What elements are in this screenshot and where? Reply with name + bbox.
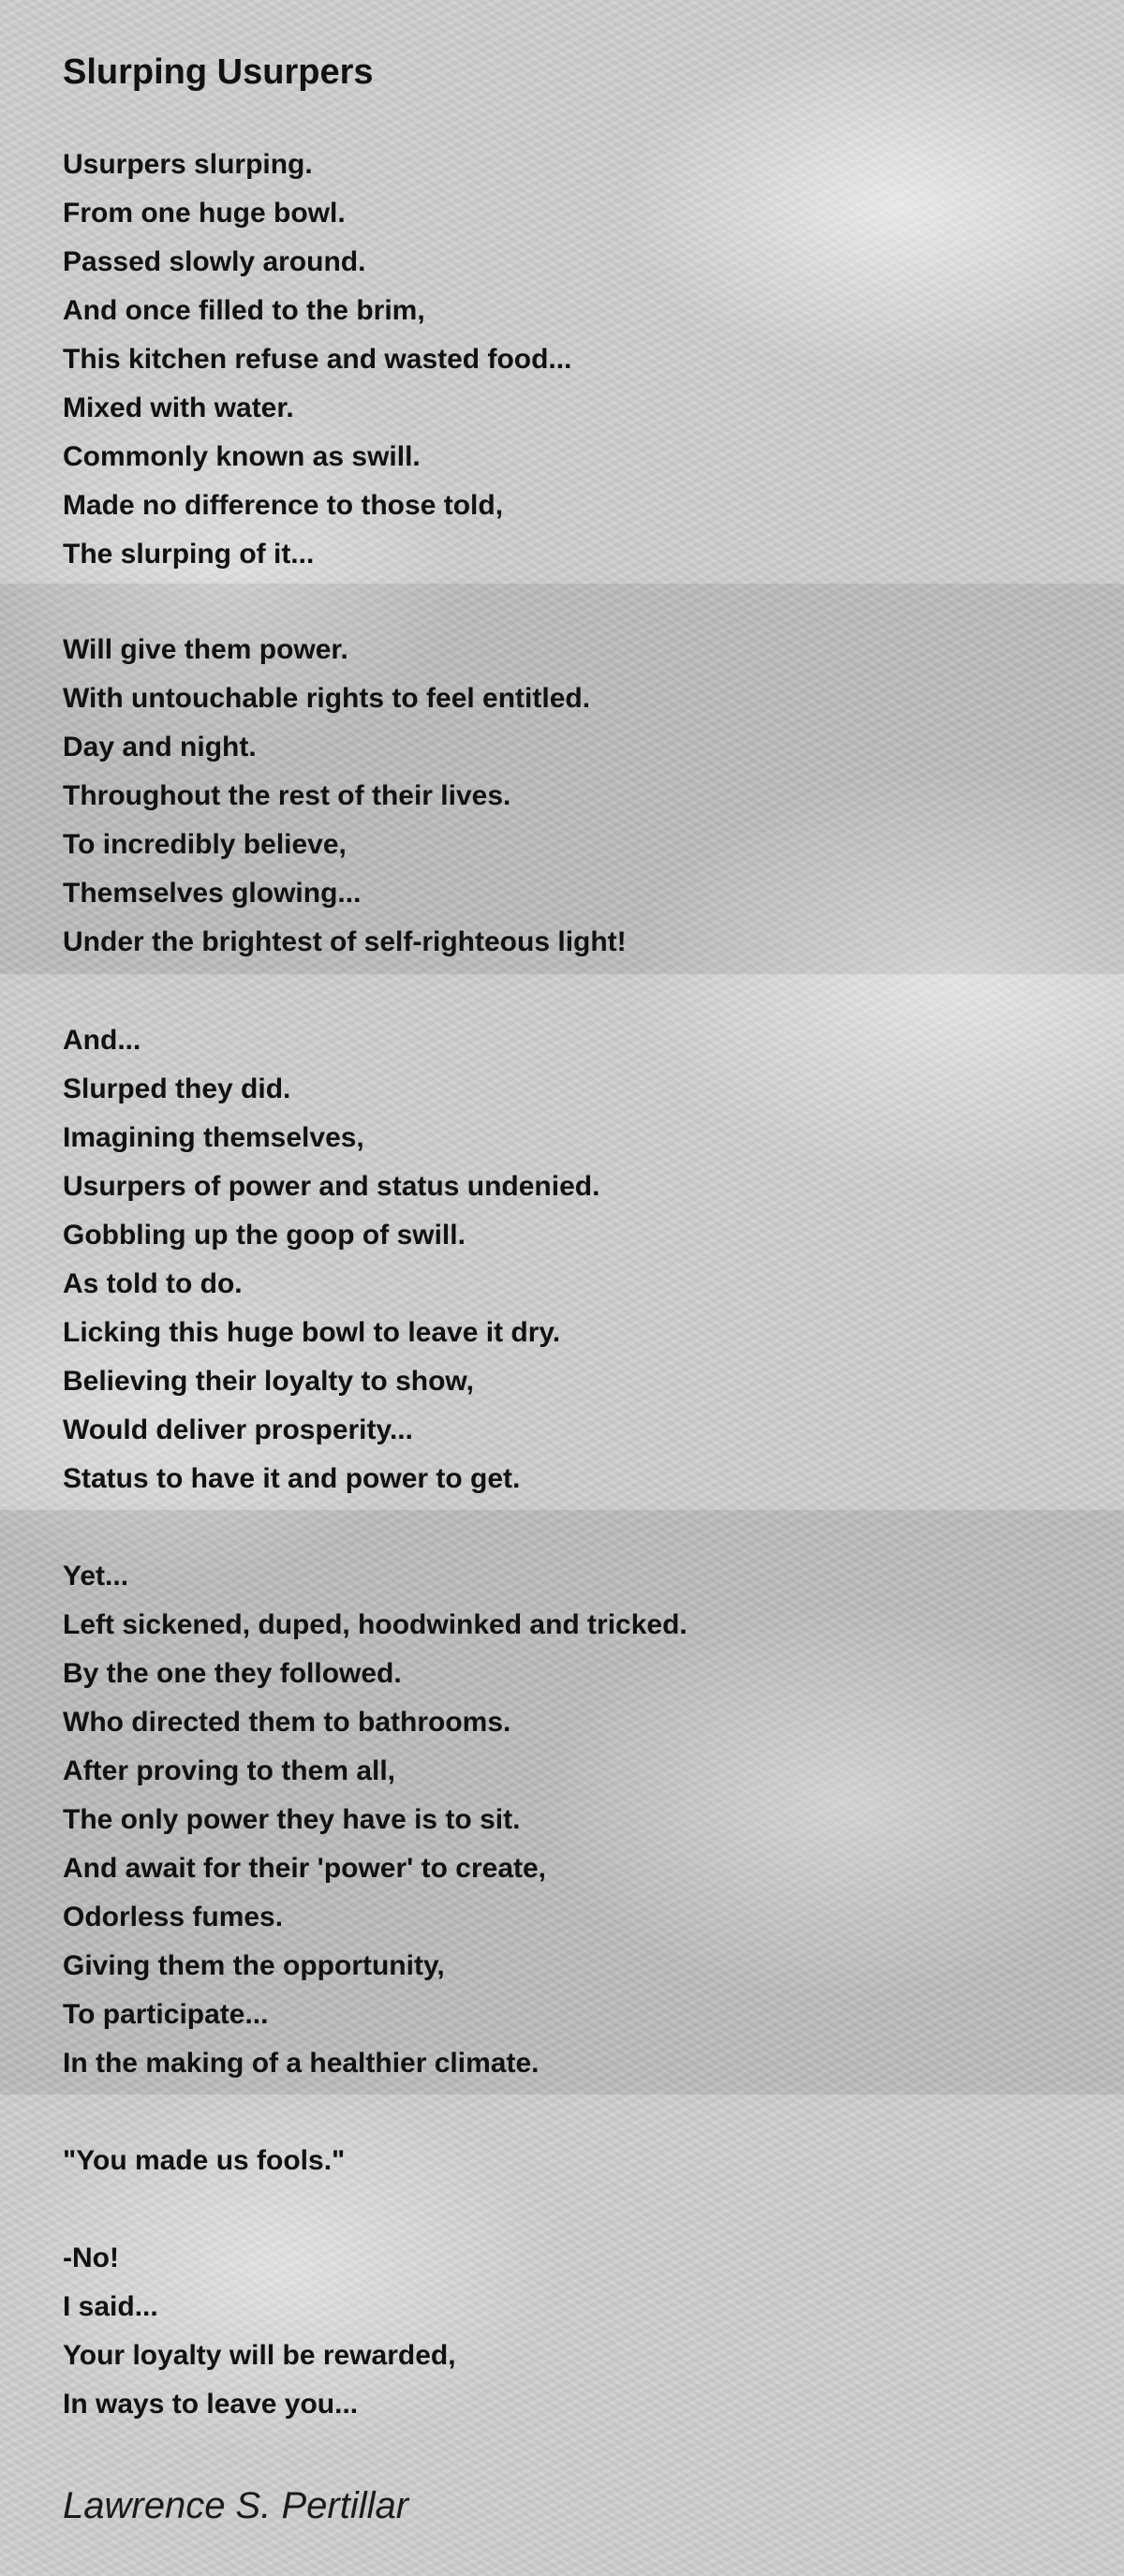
poem-line: To incredibly believe, (63, 829, 347, 860)
poem-line: Will give them power. (63, 634, 348, 665)
stanza-1 (63, 141, 571, 579)
poem-line: To participate... (63, 1999, 269, 2030)
poem-line: Your loyalty will be rewarded, (63, 2340, 456, 2371)
poem-line: After proving to them all, (63, 1755, 396, 1786)
poem-line: Imagining themselves, (63, 1122, 364, 1153)
poem-line: I said... (63, 2291, 158, 2322)
poem-title: Slurping Usurpers (63, 52, 374, 92)
poem-line: In ways to leave you... (63, 2389, 359, 2420)
poem-line: The only power they have is to sit. (63, 1804, 521, 1835)
stanza-2 (63, 626, 627, 967)
poem-line: And await for their 'power' to create, (63, 1853, 547, 1884)
poem-line: This kitchen refuse and wasted food... (63, 344, 572, 375)
poem-line: Usurpers slurping. (63, 149, 313, 180)
poem-line: Commonly known as swill. (63, 441, 421, 472)
poem-line: From one huge bowl. (63, 198, 346, 229)
poem-author: Lawrence S. Pertillar (63, 2485, 409, 2526)
poem-line: Status to have it and power to get. (63, 1463, 521, 1494)
poem-line: Mixed with water. (63, 392, 294, 423)
poem-line: Passed slowly around. (63, 246, 366, 277)
poem-line: Who directed them to bathrooms. (63, 1707, 511, 1738)
poem-line: Under the brightest of self-righteous light! (63, 926, 627, 957)
poem-line: Left sickened, duped, hoodwinked and tricked. (63, 1609, 688, 1640)
poem-line: By the one they followed. (63, 1658, 402, 1689)
poem-line: Usurpers of power and status undenied. (63, 1171, 600, 1202)
poem-line: Yet... (63, 1561, 129, 1591)
stanza-4 (63, 1552, 688, 2088)
poem-line: Believing their loyalty to show, (63, 1366, 474, 1397)
blank-line (63, 2185, 456, 2234)
poem-line: Slurped they did. (63, 1073, 291, 1104)
poem-line: With untouchable rights to feel entitled. (63, 683, 591, 714)
poem-line: "You made us fools." (63, 2145, 346, 2176)
poem-line: Themselves glowing... (63, 878, 362, 909)
stanza-5 (63, 2137, 456, 2429)
poem-line: Made no difference to those told, (63, 490, 504, 521)
poem-line: And once filled to the brim, (63, 295, 425, 326)
poem-line: The slurping of it... (63, 539, 315, 570)
poem-line: Licking this huge bowl to leave it dry. (63, 1317, 561, 1348)
poem-line: Day and night. (63, 732, 257, 762)
poem-line: Would deliver prosperity... (63, 1414, 413, 1445)
poem-line: Gobbling up the goop of swill. (63, 1220, 466, 1251)
poem-line: And... (63, 1025, 141, 1056)
poem-line: As told to do. (63, 1268, 243, 1299)
poem-line: Giving them the opportunity, (63, 1950, 445, 1981)
poem-line: In the making of a healthier climate. (63, 2048, 540, 2079)
poem-line: Throughout the rest of their lives. (63, 780, 511, 811)
poem-line: -No! (63, 2243, 119, 2273)
poem-line: Odorless fumes. (63, 1902, 284, 1932)
stanza-3 (63, 1016, 599, 1503)
